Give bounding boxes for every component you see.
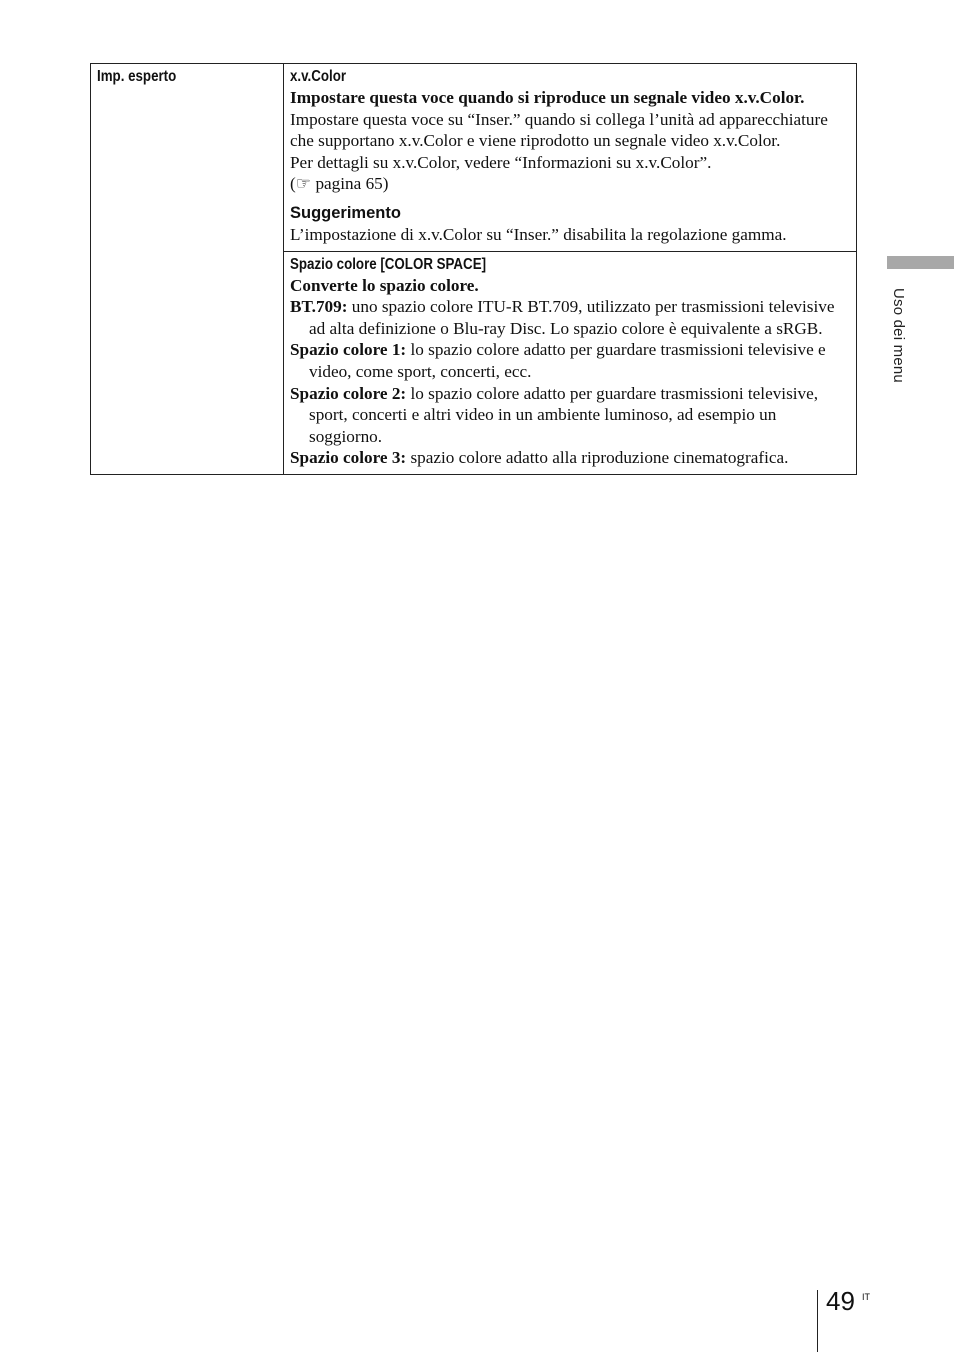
row-label: Imp. esperto (97, 68, 177, 85)
section-label: Uso dei menu (890, 288, 907, 383)
list-item (290, 383, 849, 448)
table-row (91, 64, 857, 252)
item-term: Spazio colore 3: (290, 448, 407, 468)
xvcolor-ref (290, 173, 849, 195)
item-text: lo spazio colore adatto per guardare trasmissioni televisive, sport, concerti e altri video in un ambiente luminoso, ad esempio un soggiorno. (309, 383, 819, 446)
xvcolor-cell (284, 64, 857, 252)
item-term: Spazio colore 1: (290, 340, 407, 360)
xvcolor-details: Per dettagli su x.v.Color, vedere “Informazioni su x.v.Color”. (290, 152, 712, 172)
item-text: lo spazio colore adatto per guardare trasmissioni televisive e video, come sport, concerti, ecc. (309, 340, 826, 381)
page-number: 49 (826, 1286, 855, 1316)
list-item (290, 447, 849, 469)
color-space-intro: Converte lo spazio colore. (290, 275, 479, 295)
list-item (290, 339, 849, 382)
page-number-divider (817, 1290, 818, 1352)
page-language: IT (862, 1292, 870, 1302)
tip-title: Suggerimento (290, 203, 401, 222)
color-space-title: Spazio colore [COLOR SPACE] (290, 255, 487, 273)
pointing-hand-icon: ☞ (295, 174, 312, 194)
list-item (290, 296, 849, 339)
color-space-cell (284, 251, 857, 474)
tip-text: L’impostazione di x.v.Color su “Inser.” disabilita la regolazione gamma. (290, 224, 787, 244)
item-term: Spazio colore 2: (290, 383, 407, 403)
ref-text: pagina 65) (311, 174, 389, 194)
settings-table (90, 63, 857, 475)
xvcolor-desc: Impostare questa voce su “Inser.” quando si collega l’unità ad apparecchiature che supportano x.v.Color e viene riprodotto un segnale video x.v.Color. (290, 109, 828, 151)
item-text: spazio colore adatto alla riproduzione cinematografica. (406, 448, 789, 468)
section-tab-marker (887, 256, 954, 269)
item-term: BT.709: (290, 297, 348, 317)
row-label-cell (91, 64, 284, 475)
item-text: uno spazio colore ITU-R BT.709, utilizzato per trasmissioni televisive ad alta definizione o Blu-ray Disc. Lo spazio colore è equivalente a sRGB. (309, 297, 835, 338)
xvcolor-title: x.v.Color (290, 68, 347, 85)
xvcolor-intro: Impostare questa voce quando si riproduce un segnale video x.v.Color. (290, 88, 805, 107)
ref-open: ( (290, 174, 296, 194)
